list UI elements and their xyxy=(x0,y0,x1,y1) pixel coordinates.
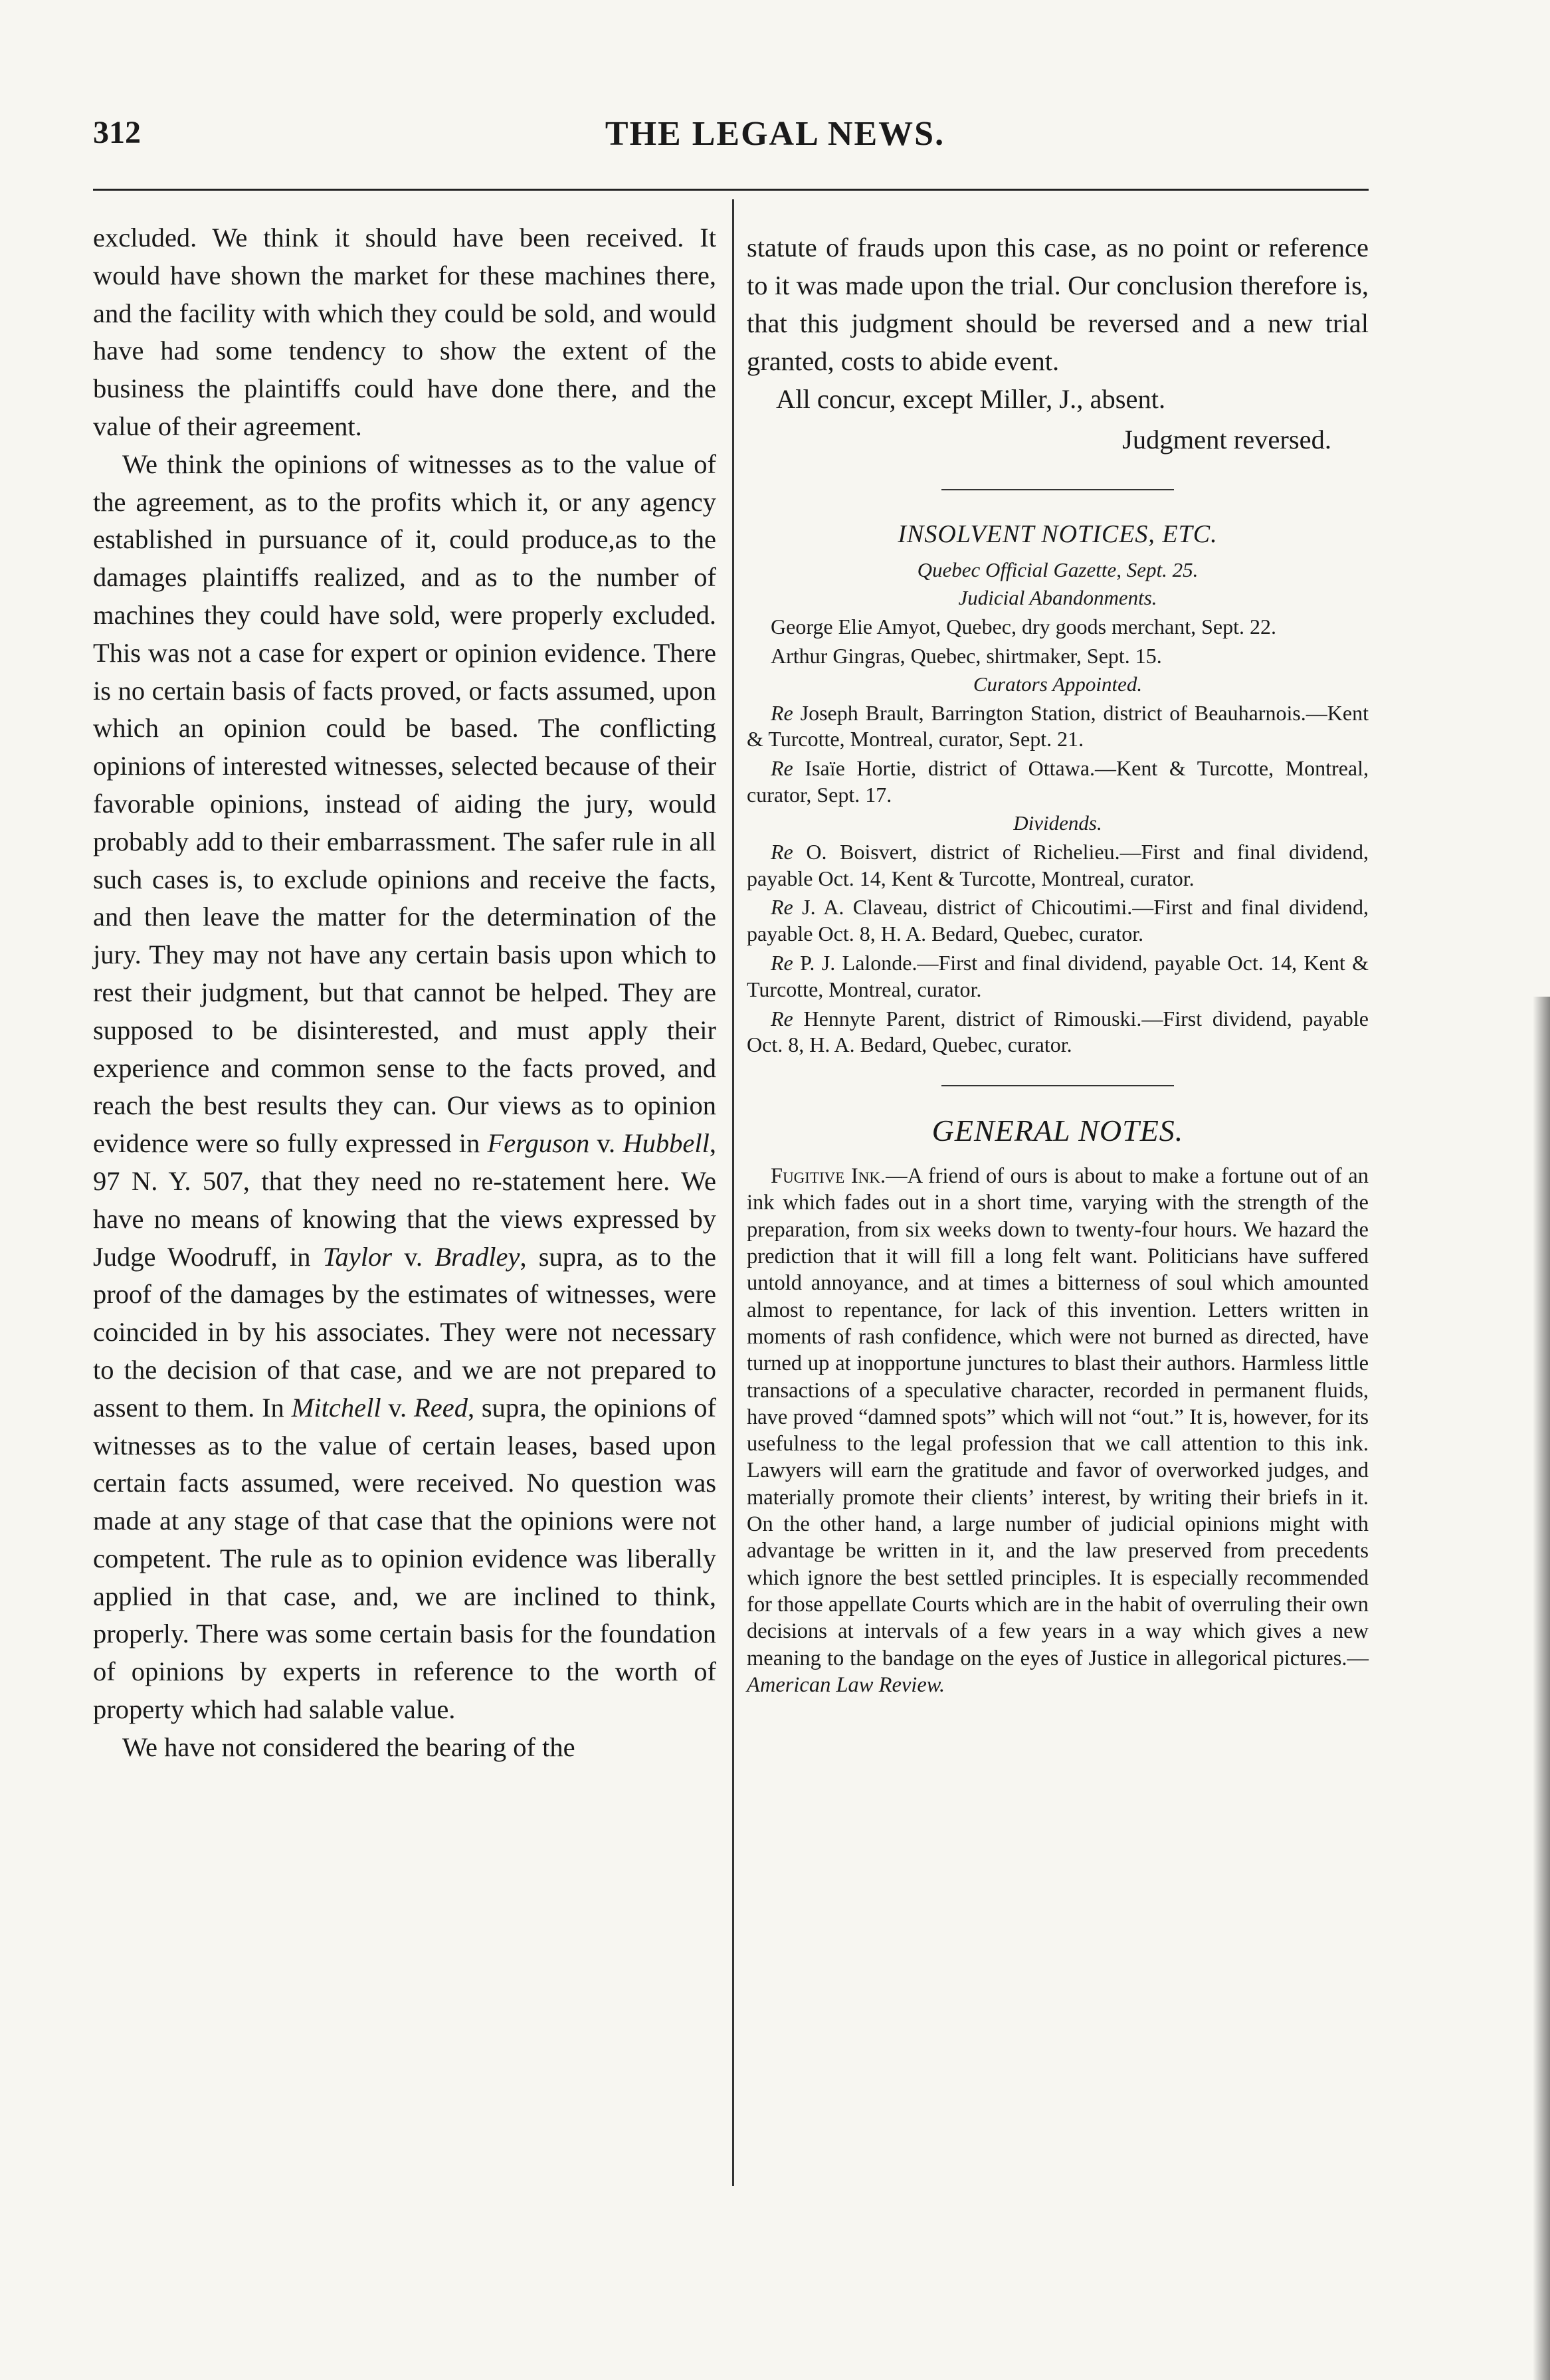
notice-text: Hennyte Parent, district of Rimouski.—First dividend, payable Oct. 8, H. A. Bedard, Quebec, curator. xyxy=(747,1006,1369,1057)
versus: v. xyxy=(381,1392,414,1423)
general-note-paragraph xyxy=(747,1163,1369,1698)
section-divider xyxy=(941,1085,1174,1086)
page-number: 312 xyxy=(93,115,141,150)
dividends-heading: Dividends. xyxy=(1013,811,1102,835)
column-divider xyxy=(732,199,734,2186)
section-divider xyxy=(941,489,1174,490)
gazette-source: Quebec Official Gazette, Sept. 25. xyxy=(917,558,1199,581)
left-column xyxy=(93,219,716,1767)
section-heading: GENERAL NOTES. xyxy=(931,1114,1184,1148)
notice-item xyxy=(747,755,1369,809)
notice-item: Arthur Gingras, Quebec, shirtmaker, Sept. 15. xyxy=(771,643,1162,668)
re-label: Re xyxy=(771,1006,793,1031)
paragraph-text: , supra, the opinions of witnesses as to the value of certain leases, based upon certain facts assumed, were received. No question was made at any stage of that case that the opinions were not competent. The rule as to opinion evidence was liberally applied in that case, and, we are inclined to think, properly. There was some certain basis for the foundation of opinions by experts in reference to the worth of property which had salable value. xyxy=(93,1392,716,1725)
paragraph: We have not considered the bearing of the xyxy=(122,1732,575,1762)
notice-item xyxy=(747,1006,1369,1059)
concurrence-line: All concur, except Miller, J., absent. xyxy=(776,384,1166,414)
header-rule xyxy=(93,189,1369,191)
case-name: Bradley xyxy=(435,1241,520,1272)
notice-text: Isaïe Hortie, district of Ottawa.—Kent & Turcotte, Montreal, curator, Sept. 17. xyxy=(747,756,1369,807)
section-heading: INSOLVENT NOTICES, ETC. xyxy=(898,520,1218,548)
note-source: American Law Review. xyxy=(747,1672,945,1697)
abandonments-heading: Judicial Abandonments. xyxy=(958,586,1157,609)
case-name: Taylor xyxy=(322,1241,393,1272)
case-name: Mitchell xyxy=(291,1392,381,1423)
re-label: Re xyxy=(771,839,793,864)
notice-item xyxy=(747,700,1369,753)
running-title: THE LEGAL NEWS. xyxy=(605,115,945,153)
notice-text: P. J. Lalonde.—First and final dividend, payable Oct. 14, Kent & Turcotte, Montreal, curator. xyxy=(747,950,1369,1001)
notice-item: George Elie Amyot, Quebec, dry goods merchant, Sept. 22. xyxy=(771,615,1277,639)
paragraph: excluded. We think it should have been received. It would have shown the market for these machines there, and the facility with which they could be sold, and would have had some tendency to show the extent of the business the plaintiffs could have done there, and the value of their agreement. xyxy=(93,223,716,441)
judgment-result: Judgment reversed. xyxy=(1122,425,1331,454)
notice-text: J. A. Claveau, district of Chicoutimi.—First and final dividend, payable Oct. 8, H. A. Bedard, Quebec, curator. xyxy=(747,895,1369,946)
right-column xyxy=(747,229,1369,1698)
page-edge-shadow xyxy=(1533,997,1550,2380)
re-label: Re xyxy=(771,700,793,725)
insolvent-notices-section xyxy=(747,520,1369,1058)
notice-item xyxy=(747,950,1369,1003)
versus: v. xyxy=(589,1128,623,1159)
notice-text: O. Boisvert, district of Richelieu.—First and final dividend, payable Oct. 14, Kent & Turcotte, Montreal, curator. xyxy=(747,839,1369,890)
paragraph-text: , 97 N. Y. 507, that they need no re-statement here. We have no means of knowing that the views expressed by Judge Woodruff, in xyxy=(93,1128,716,1272)
case-name: Ferguson xyxy=(487,1128,590,1159)
re-label: Re xyxy=(771,895,793,920)
paragraph-text: , supra, as to the proof of the damages by the estimates of witnesses, were coincided in by his associates. They were not necessary to the decision of that case, and we are not prepared to assent to them. In xyxy=(93,1241,717,1423)
versus: v. xyxy=(392,1241,435,1272)
note-lead: Fugitive Ink. xyxy=(771,1164,886,1189)
general-notes-section xyxy=(747,1113,1369,1698)
case-name: Hubbell xyxy=(623,1128,710,1159)
paragraph-text: We think the opinions of witnesses as to the value of the agreement, as to the profits which it, or any agency established in pursuance of it, could produce,as to the damages plaintiffs realized, and as to the number of machines they could have sold, were properly excluded. This was not a case for expert or opinion evidence. There is no certain basis of facts proved, or facts assumed, upon which an opinion could be based. The conflicting opinions of interested witnesses, selected because of their favorable opinions, instead of aiding the jury, would probably add to their embarrassment. The safer rule in all such cases is, to exclude opinions and receive the facts, and then leave the matter for the determination of the jury. They may not have any certain basis upon which to rest their judgment, but that cannot be helped. They are supposed to be disinterested, and must apply their experience and common sense to the facts proved, and reach the best results they can. Our views as to opinion evidence were so fully expressed in xyxy=(93,448,716,1159)
re-label: Re xyxy=(771,950,793,975)
curators-heading: Curators Appointed. xyxy=(973,672,1143,696)
note-body: —A friend of ours is about to make a fortune out of an ink which fades out in a short time, varying with the strength of the preparation, from six weeks down to twenty-four hours. We hazard the prediction that it will fill a long felt want. Politicians have suffered untold annoyance, and at times a bitterness of soul which amounted almost to repentance, for lack of this invention. Letters written in moments of rash confidence, which were not burned as directed, have turned up at inopportune junctures to blast their authors. Harmless little transactions of a speculative character, recorded in permanent fluids, have proved “damned spots” which will not “out.” It is, however, for its usefulness to the legal profession that we call attention to this ink. Lawyers will earn the gratitude and favor of overworked judges, and materially promote their clients’ interest, by writing their briefs in it. On the other hand, a large number of judicial opinions might with advantage be written in it, and the law preserved from precedents which ignore the best settled principles. It is especially recommended for those appellate Courts which are in the habit of overruling their own decisions at intervals of a few years in a way which gives a new meaning to the bandage on the eyes of Justice in allegorical pictures.— xyxy=(747,1164,1369,1670)
case-name: Reed xyxy=(414,1392,468,1423)
notice-text: Joseph Brault, Barrington Station, district of Beauharnois.—Kent & Turcotte, Montreal, curator, Sept. 21. xyxy=(747,700,1369,751)
re-label: Re xyxy=(771,756,793,781)
notice-item xyxy=(747,894,1369,947)
continuation-paragraph: statute of frauds upon this case, as no point or reference to it was made upon the trial. Our conclusion therefore is, that this judgment should be reversed and a new trial granted, costs to abide event. xyxy=(747,233,1369,376)
paragraph xyxy=(93,446,716,1729)
notice-item xyxy=(747,839,1369,892)
